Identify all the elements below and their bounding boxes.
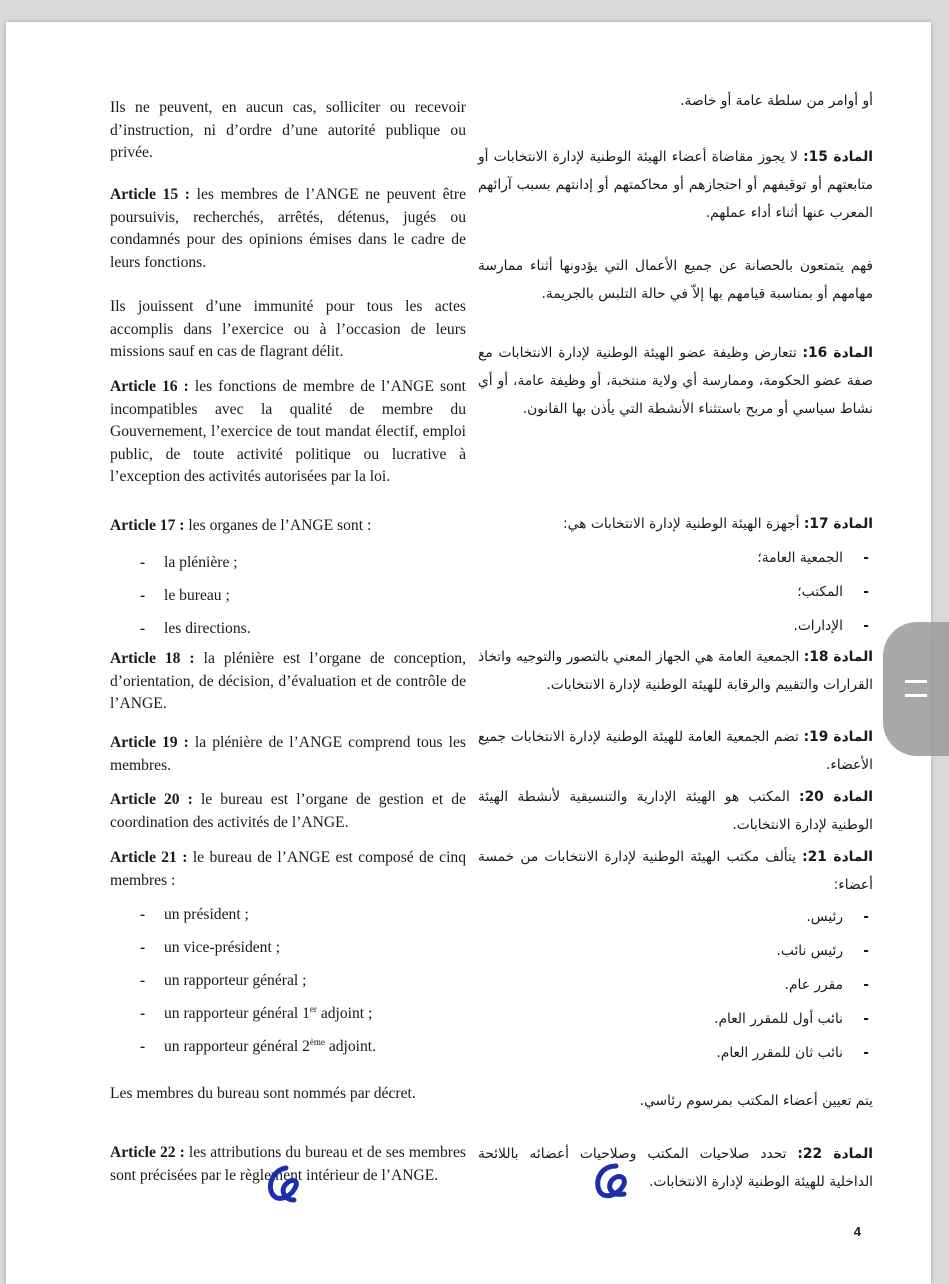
ar-article-21-label: المادة 21: [802,849,873,865]
fr-article-19 [110,732,466,777]
fr-article-22-label: Article 22 : [110,1144,185,1161]
fr-article-15-label: Article 15 : [110,186,190,203]
ar-paragraph-2: فهم يتمتعون بالحصانة عن جميع الأعمال التي يؤدونها أثناء ممارسة مهامهم أو بمناسبة قيامهم بها إلاّ في حالة التلبس بالجريمة. [478,258,873,302]
ar-article-15-text: لا يجوز مقاضاة أعضاء الهيئة الوطنية لإدارة الانتخابات أو متابعتهم أو توقيفهم أو احتجازهم أو محاكمتهم أو إدانتهم بسبب آرائهم المعرب عنها أثناء أداء عملهم. [478,149,873,221]
ar-article-20-label: المادة 20: [799,789,873,805]
list-item: - الإدارات. [478,612,873,646]
ar-article-18-text: الجمعية العامة هي الجهاز المعني بالتصور والتوجيه واتخاذ القرارات والتقييم والرقابة للهيئة الوطنية لإدارة الانتخابات. [478,649,873,693]
fr-article-21-label: Article 21 : [110,849,188,866]
fr-article-16 [110,376,466,489]
ar-article-16-label: المادة 16: [802,345,873,361]
ar-article-20-text: المكتب هو الهيئة الإدارية والتنسيقية لأنشطة الهيئة الوطنية لإدارة الانتخابات. [478,789,873,833]
ar-article-22 [478,1140,873,1196]
fr-article-15-text: les membres de l’ANGE ne peuvent être poursuivis, recherchés, arrêtés, détenus, jugés ou condamnés pour des opinions émises dans le cadre de leurs fonctions. [110,186,466,271]
fr-article-18-text: la plénière est l’organe de conception, d’orientation, de décision, d’évaluation et de contrôle de l’ANGE. [110,650,467,712]
fr-article-17 [110,515,466,651]
list-item: - المكتب؛ [478,578,873,612]
fr-article-20-label: Article 20 : [110,791,193,808]
ar-article-19-text: تضم الجمعية العامة للهيئة الوطنية لإدارة الانتخابات جميع الأعضاء. [478,729,873,773]
ar-paragraph-3: يتم تعيين أعضاء المكتب بمرسوم رئاسي. [639,1093,873,1109]
list-item: - الجمعية العامة؛ [478,544,873,578]
fr-article-16-text: les fonctions de membre de l’ANGE sont incompatibles avec la qualité de membre du Gouvernement, l’exercice de tout mandat électif, emploi public, de toute activité politique ou lucrative à l’exception des activités autorisées par la loi. [110,378,466,485]
page-number: 4 [853,1224,861,1239]
ar-paragraph-1: أو أوامر من سلطة عامة أو خاصة. [680,93,873,109]
ar-article-21-text: يتألف مكتب الهيئة الوطنية لإدارة الانتخابات من خمسة أعضاء: [478,849,873,893]
fr-article-21 [110,847,466,1069]
ar-article-15 [478,143,873,227]
fr-bureau-members-list [110,904,466,1069]
ar-article-18 [478,643,873,699]
fr-article-17-text: les organes de l’ANGE sont : [184,517,372,534]
ar-article-22-label: المادة 22: [797,1146,873,1162]
ar-article-20 [478,783,873,839]
ar-article-17 [478,510,873,646]
ar-article-19 [478,723,873,779]
signature-initial-icon [264,1162,304,1206]
scroll-handle[interactable] [883,622,949,756]
list-item: - la plénière ; [110,552,466,585]
ar-article-16-text: تتعارض وظيفة عضو الهيئة الوطنية لإدارة الانتخابات مع صفة عضو الحكومة، وممارسة أي ولاية منتخبة، أو وظيفة عامة، أو أي نشاط سياسي أو مربح باستثناء الأنشطة التي يأذن بها القانون. [478,345,873,417]
list-item: - رئيس نائب. [478,937,873,971]
signature-initial-icon [590,1160,634,1202]
ar-article-16 [478,339,873,423]
fr-paragraph-1: Ils ne peuvent, en aucun cas, solliciter ou recevoir d’instruction, ni d’ordre d’une autorité publique ou privée. [110,99,466,161]
fr-organs-list [110,552,466,651]
fr-paragraph-3: Les membres du bureau sont nommés par décret. [110,1085,416,1102]
list-item: - le bureau ; [110,585,466,618]
list-item: - un rapporteur général ; [110,970,466,1003]
ar-article-21 [478,843,873,1073]
fr-article-18 [110,648,466,716]
fr-article-21-text: le bureau de l’ANGE est composé de cinq membres : [110,849,467,889]
ar-article-22-text: تحدد صلاحيات المكتب وصلاحيات أعضائه باللائحة الداخلية للهيئة الوطنية لإدارة الانتخابات. [478,1146,873,1190]
list-item: - les directions. [110,618,466,651]
document-page [6,22,931,1284]
list-item: - un vice-président ; [110,937,466,970]
fr-article-20 [110,789,466,834]
list-item: - رئيس. [478,903,873,937]
list-item: - un rapporteur général 1er adjoint ; [110,1003,466,1036]
fr-paragraph-2: Ils jouissent d’une immunité pour tous les actes accomplis dans l’exercice ou à l’occasion de leurs missions sauf en cas de flagrant délit. [110,298,466,360]
ar-article-17-text: أجهزة الهيئة الوطنية لإدارة الانتخابات هي: [563,516,804,532]
fr-article-17-label: Article 17 : [110,517,185,534]
list-item: - un rapporteur général 2ème adjoint. [110,1036,466,1069]
fr-article-19-text: la plénière de l’ANGE comprend tous les membres. [110,734,466,774]
ar-article-18-label: المادة 18: [803,649,873,665]
ar-article-15-label: المادة 15: [803,149,873,165]
list-item: - نائب أول للمقرر العام. [478,1005,873,1039]
ar-article-19-label: المادة 19: [803,729,873,745]
fr-article-18-label: Article 18 : [110,650,195,667]
fr-article-20-text: le bureau est l’organe de gestion et de coordination des activités de l’ANGE. [110,791,466,831]
list-item: - مقرر عام. [478,971,873,1005]
ar-article-17-label: المادة 17: [803,516,873,532]
fr-article-15 [110,184,466,274]
fr-article-16-label: Article 16 : [110,378,189,395]
fr-article-19-label: Article 19 : [110,734,189,751]
ar-organs-list [478,544,873,646]
list-item: - un président ; [110,904,466,937]
fr-article-22-text: les attributions du bureau et de ses membres sont précisées par le règlement intérieur de l’ANGE. [110,1144,466,1184]
ar-bureau-members-list [478,903,873,1073]
list-item: - نائب ثان للمقرر العام. [478,1039,873,1073]
